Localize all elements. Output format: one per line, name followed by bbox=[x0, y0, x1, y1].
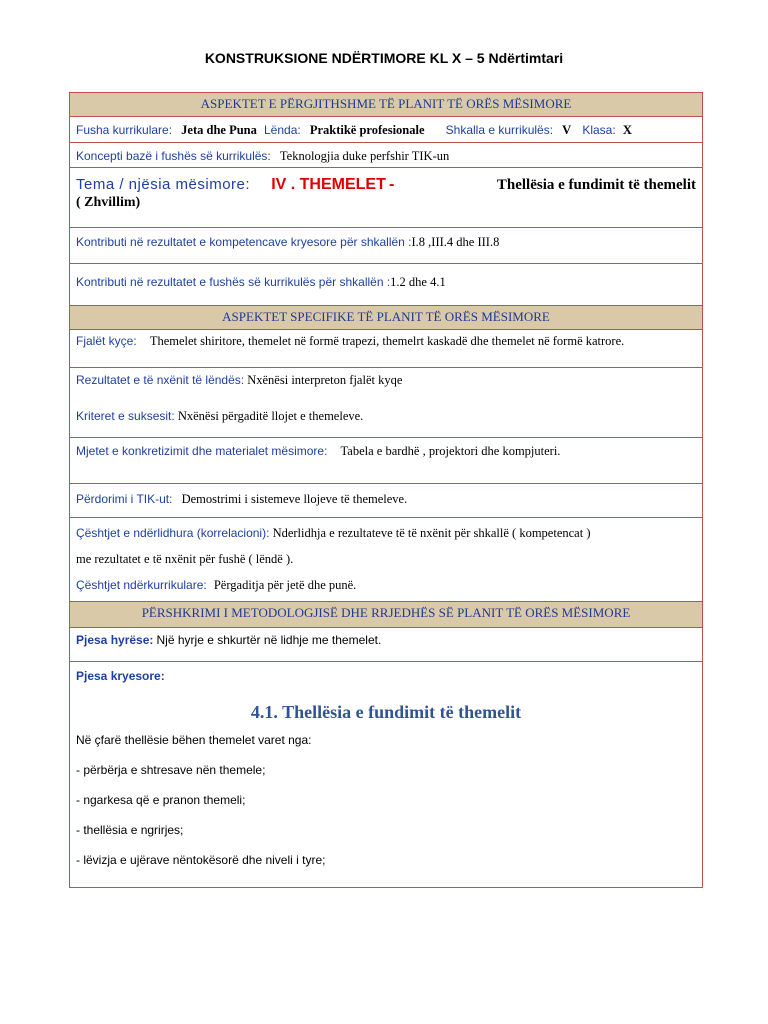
keywords-row bbox=[70, 330, 702, 368]
list-item: - ngarkesa që e pranon themeli; bbox=[76, 793, 246, 807]
subject-value: Praktikë profesionale bbox=[309, 123, 425, 137]
introduction-value: Një hyrje e shkurtër në lidhje me themelet. bbox=[156, 633, 382, 647]
topic-dash: - bbox=[388, 176, 395, 193]
correlation-label: Çështjet e ndërlidhura (korrelacioni): bbox=[76, 526, 270, 540]
concept-label: Koncepti bazë i fushës së kurrikulës: bbox=[76, 149, 271, 163]
topic-title: Thellësia e fundimit të themelit bbox=[496, 177, 696, 193]
list-item: - përbërja e shtresave nën themele; bbox=[76, 763, 266, 777]
class-label: Klasa: bbox=[582, 123, 616, 137]
concept-value: Teknologjia duke perfshir TIK-un bbox=[279, 149, 450, 163]
outcomes-row bbox=[70, 368, 702, 438]
materials-label: Mjetet e konkretizimit dhe materialet mësimore: bbox=[76, 444, 328, 458]
ict-value: Demostrimi i sistemeve llojeve të themeleve. bbox=[181, 492, 408, 506]
general-aspects-header: ASPEKTET E PËRGJITHSHME TË PLANIT TË ORËS MËSIMORE bbox=[70, 93, 702, 117]
field-contribution-value: 1.2 dhe 4.1 bbox=[390, 275, 446, 289]
field-contribution-row bbox=[70, 264, 702, 306]
concept-row bbox=[70, 143, 702, 168]
materials-row bbox=[70, 438, 702, 484]
list-item: - thellësia e ngrirjes; bbox=[76, 823, 184, 837]
cross-curricular-label: Çështjet ndërkurrikulare: bbox=[76, 578, 207, 592]
document-title: KONSTRUKSIONE NDËRTIMORE KL X – 5 Ndërtimtari bbox=[204, 50, 564, 66]
subject-label: Lënda: bbox=[264, 123, 301, 137]
field-contribution-label: Kontributi në rezultatet e fushës së kurrikulës për shkallën : bbox=[76, 275, 391, 289]
level-label: Shkalla e kurrikulës: bbox=[445, 123, 554, 137]
methodology-header: PËRSHKRIMI I METODOLOGJISË DHE RRJEDHËS SË PLANIT TË ORËS MËSIMORE bbox=[70, 602, 702, 628]
topic-subtitle: ( Zhvillim) bbox=[76, 195, 141, 210]
correlation-value: Nderlidhja e rezultateve të të nxënit për shkallë ( kompetencat ) bbox=[272, 526, 591, 540]
competence-contribution-row bbox=[70, 228, 702, 264]
main-part-label: Pjesa kryesore: bbox=[76, 669, 165, 683]
introduction-row bbox=[70, 628, 702, 662]
topic-number: IV . THEMELET bbox=[271, 176, 386, 193]
specific-aspects-header: ASPEKTET SPECIFIKE TË PLANIT TË ORËS MËSIMORE bbox=[70, 306, 702, 330]
materials-value: Tabela e bardhë , projektori dhe kompjuteri. bbox=[340, 444, 561, 458]
keywords-label: Fjalët kyçe: bbox=[76, 334, 137, 348]
field-label: Fusha kurrikulare: bbox=[76, 123, 173, 137]
introduction-label: Pjesa hyrëse: bbox=[76, 633, 154, 647]
list-item: - lëvizja e ujërave nëntokësorë dhe niveli i tyre; bbox=[76, 853, 326, 867]
criteria-label: Kriteret e suksesit: bbox=[76, 409, 175, 423]
lesson-plan-table bbox=[69, 92, 703, 888]
class-value: X bbox=[622, 123, 632, 137]
main-part-row bbox=[70, 662, 702, 887]
topic-label: Tema / njësia mësimore: bbox=[76, 176, 251, 193]
keywords-value: Themelet shiritore, themelet në formë trapezi, themelrt kaskadë dhe themelet në formë katrore. bbox=[149, 334, 625, 348]
ict-label: Përdorimi i TIK-ut: bbox=[76, 492, 173, 506]
level-value: V bbox=[562, 123, 572, 137]
section-intro: Në çfarë thellësie bëhen themelet varet nga: bbox=[76, 733, 312, 747]
correlation-row bbox=[70, 518, 702, 602]
field-value: Jeta dhe Puna bbox=[181, 123, 257, 137]
curriculum-row bbox=[70, 117, 702, 143]
cross-curricular-value: Përgaditja për jetë dhe punë. bbox=[213, 578, 357, 592]
ict-row bbox=[70, 484, 702, 518]
competence-contribution-label: Kontributi në rezultatet e kompetencave kryesore për shkallën : bbox=[76, 235, 412, 249]
criteria-value: Nxënësi përgaditë llojet e themeleve. bbox=[177, 409, 364, 423]
topic-row bbox=[70, 168, 702, 228]
competence-contribution-value: I.8 ,III.4 dhe III.8 bbox=[411, 235, 500, 249]
outcomes-label: Rezultatet e të nxënit të lëndës: bbox=[76, 373, 245, 387]
correlation-value-continued: me rezultatet e të nxënit për fushë ( lëndë ). bbox=[76, 552, 294, 566]
section-heading: 4.1. Thellësia e fundimit të themelit bbox=[250, 702, 522, 722]
outcomes-value: Nxënësi interpreton fjalët kyqe bbox=[247, 373, 403, 387]
